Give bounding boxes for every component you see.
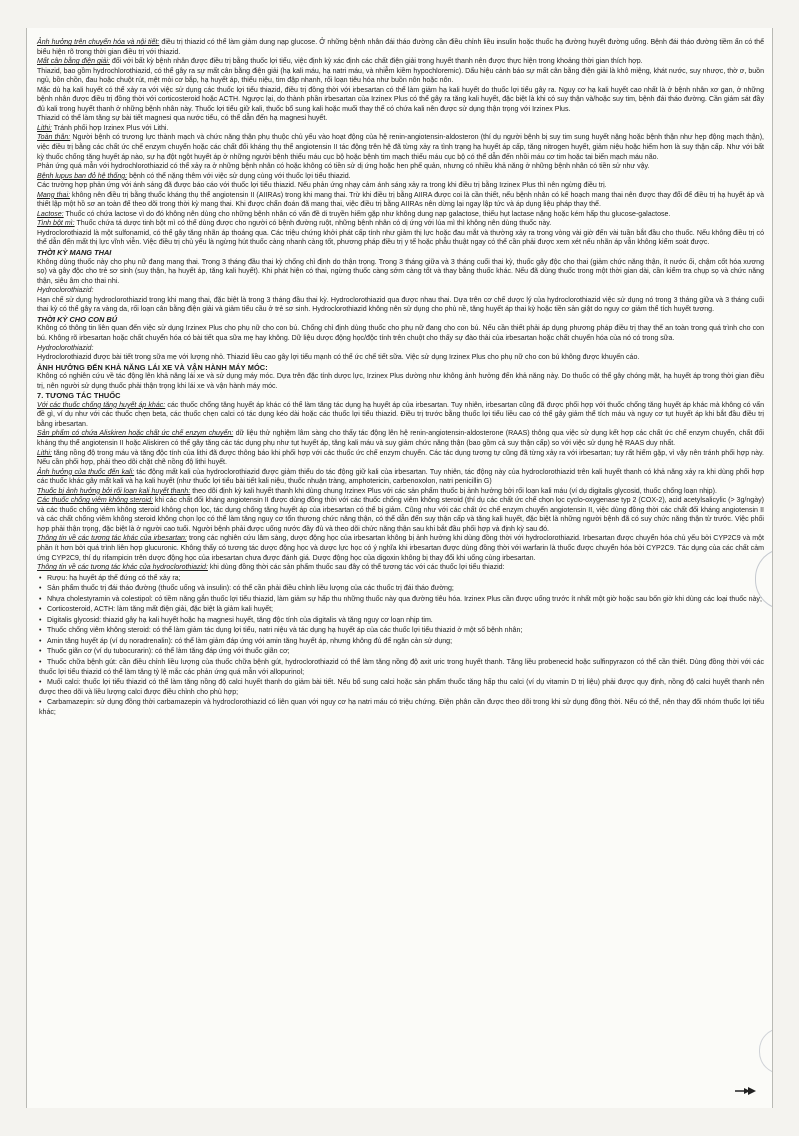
para-pregnancy: Không dùng thuốc này cho phụ nữ đang mang thai. Trong 3 tháng đầu thai kỳ chống chỉ định do thận trọng. Trong 3 tháng giữa và 3 tháng cuối thai kỳ, thuốc gây độc cho thai (giảm chức năng thận, ít nước ối, chậm cốt hóa xương sọ) và gây độc cho trẻ sơ sinh (suy thận, hạ huyết áp, tăng kali huyết). Khi phát hiện có thai, ngừng thuốc càng sớm càng tốt và thay bằng thuốc khác. Nếu đã dùng thuốc trong một thời gian dài, cần kiểm tra chụp sọ và chức năng thận, siêu âm cho thai nhi. [37,258,764,285]
para-lead: Mất cân bằng điện giải: [37,58,110,66]
list-item-text: Thuốc chống viêm không steroid: có thể làm giảm tác dụng lợi tiểu, natri niệu và tác dụng hạ huyết áp của các thuốc lợi tiểu thiazid ở một số bệnh nhân; [47,627,523,635]
para-electrolyte [37,57,764,67]
para-lead: Lithi: [37,124,52,132]
para-text: điều trị thiazid có thể làm giảm dung nạp glucose. Ở những bệnh nhân đái tháo đường cần điều chỉnh liều insulin hoặc thuốc hạ đường huyết đường uống. Bệnh đái tháo đường tiềm ẩn có thể biểu hiện rõ trong thời gian điều trị với thiazid. [37,39,764,56]
para-systemic [37,133,764,162]
para-wheat-starch [37,219,764,229]
para-lead: Mang thai: [37,191,70,199]
list-item [37,637,764,647]
para-aliskiren [37,429,764,448]
list-item [37,626,764,636]
para-text: theo dõi định kỳ kali huyết thanh khi dùng chung Irzinex Plus với các sản phẩm thuốc bị ảnh hưởng bởi rối loạn kali máu (ví dụ digitalis glycosid, thuốc chống loạn nhịp). [190,487,717,495]
bullet-icon: • [39,595,42,603]
para-text: Thuốc có chứa lactose vì do đó không nên dùng cho những bệnh nhân có vấn đề di truyền hiếm gặp như không dung nạp galactose, thiếu hụt lactase nặng hoặc kém hấp thu glucose-galactose. [63,210,671,218]
bullet-icon: • [39,637,42,645]
para-pregnancy-warning [37,191,764,210]
bullet-icon: • [39,616,42,624]
para-hypersensitivity: Phản ứng quá mẫn với hydrochlorothiazid có thể xảy ra ở những bệnh nhân có hoặc không có tiền sử dị ứng hoặc hen phế quản, nhưng có nhiều khả năng ở những bệnh nhân có tiền sử như vậy. [37,163,650,171]
para-lead: Sản phẩm có chứa Aliskiren hoặc chất ức chế enzym chuyển: [37,430,234,438]
para-lead: Lactose: [37,210,64,218]
list-item-text: Muối calci: thuốc lợi tiểu thiazid có thể làm tăng nồng độ calci huyết thanh do giảm bài tiết. Nếu bổ sung calci hoặc sản phẩm thuốc tăng hấp thu calci (ví dụ vitamin D trị liệu) phải được quy định, nồng độ calci huyết thanh nên được theo dõi và liều lượng calci được điều chỉnh cho phù hợp; [39,679,764,696]
para-hctz-pregnancy: Hạn chế sử dụng hydroclorothiazid trong khi mang thai, đặc biệt là trong 3 tháng đầu thai kỳ. Hydroclorothiazid qua được nhau thai. Dựa trên cơ chế dược lý của hydroclorothiazid việc sử dụng nó trong 3 tháng giữa và 3 tháng cuối thai kỳ có thể gây ra vàng da, rối loạn cân bằng điện giải và giảm tiểu cầu ở trẻ sơ sinh. Hydroclorothiazid không nên sử dụng cho phù nề, tăng huyết áp thai kỳ hoặc tiền sản giật do nguy cơ giảm thể tích huyết tương. [37,296,764,314]
para-lead: Các thuốc chống viêm không steroid: [37,497,153,505]
para-metabolic [37,38,764,57]
stamp-mark-small [759,1028,773,1074]
para-text: trong các nghiên cứu lâm sàng, dược động học của irbesartan không bị ảnh hưởng khi dùng đồng thời với hydroclorothiazid. Irbesartan được chuyển hóa chủ yếu bởi CYP2C9 và một phần ít hơn bởi quá trình liên hợp glucuronic. Không thấy có tương tác dược động học và dược lực học có ý nghĩa khi irbesartan được dùng đồng thời với warfarin là thuốc được chuyển hóa bởi CYP2C9. Tác dụng của các chất cảm ứng CYP2C9, thí dụ rifampicin trên dược động học của irbesartan chưa được đánh giá. Dược động học của digoxin không bị thay đổi khi uống cùng irbesartan. [37,535,765,562]
para-thiazid: Thiazid, bao gồm hydrochlorothiazid, có thể gây ra sự mất cân bằng điện giải (hạ kali máu, hạ natri máu, và nhiễm kiềm hypochloremic). Dấu hiệu cảnh báo sự mất cân bằng điện giải là khô miệng, khát nước, suy nhược, thờ ơ, buồn ngủ, bồn chồn, đau hoặc chuột rút, mệt mỏi cơ bắp, hạ huyết áp, thiểu niệu, tim đập nhanh, rối loạn tiêu hóa như buồn nôn hoặc nôn. [37,67,764,85]
label-hctz: Hydroclorothiazid: [37,287,94,295]
para-lead: Với các thuốc chống tăng huyết áp khác: [37,401,166,409]
list-item [37,616,764,626]
list-item [37,647,764,657]
list-item-text: Sản phẩm thuốc trị đái tháo đường (thuốc uống và insulin): có thể cần phải điều chỉnh liều lượng của các thuốc trị đái tháo đường; [47,585,454,593]
list-item [37,584,764,594]
para-irbesartan-other [37,534,764,563]
para-text: dữ liệu thử nghiệm lâm sàng cho thấy tác động lên hệ renin-angiotensin-aldosterone (RAAS) thông qua việc sử dụng kết hợp các chất ức chế enzym chuyển, chất đối kháng thụ thể angiotensin II hoặc Aliskiren có thể gây tăng các tác dụng phụ như tụt huyết áp, tăng kali máu và suy giảm chức năng thận (bao gồm cả suy thận cấp) so với việc sử dụng hệ RAAS duy nhất. [37,430,764,447]
para-text: khi dùng đồng thời các sản phẩm thuốc sau đây có thể tương tác với các thuốc lợi tiểu thiazid: [207,564,505,572]
para-text: Người bệnh có trương lực thành mạch và chức năng thận phụ thuộc chủ yếu vào hoạt động của hệ renin-angiotensin-aldosteron (thí dụ người bệnh bị suy tim sung huyết nặng hoặc bệnh thận như hẹp động mạch thận), việc điều trị bằng các chất ức chế enzym chuyển hoặc các chất đối kháng thụ thể angiotensin II tác động trên hệ đã từng xảy ra tình trạng hạ huyết áp cấp, tăng nitrogen huyết, giảm niệu hoặc hiếm hơn là suy thận cấp. Như với bất kỳ thuốc chống tăng huyết áp nào, sự hạ đột ngột huyết áp ở những người bệnh thiếu máu cục bộ hoặc bệnh tim mạch thiếu máu cục bộ có thể dẫn đến nhồi máu cơ tim hoặc tai biến mạch máu não. [37,134,764,161]
para-lead: Ảnh hưởng trên chuyển hóa và nội tiết: [37,39,160,46]
para-lactation: Không có thông tin liên quan đến việc sử dụng Irzinex Plus cho phụ nữ cho con bú. Chống chỉ định dùng thuốc cho phụ nữ đang cho con bú. Nếu cần thiết phải áp dụng phương pháp điều trị thay thế an toàn trong quá trình cho con bú. Không rõ irbesartan hoặc chất chuyển hóa có bài tiết qua sữa mẹ hay không. Dữ liệu dược động học/độc tính trên chuột cho thấy sự đào thải của irbesartan hoặc chất chuyển hóa của nó có trong sữa. [37,325,764,342]
heading-pregnancy: THỜI KỲ MANG THAI [37,248,112,258]
list-item-text: Carbamazepin: sử dụng đồng thời carbamazepin và hydroclorothiazid có liên quan với nguy cơ hạ natri máu có triệu chứng. Điện phân cần được theo dõi trong khi sử dụng đồng thời. Nếu có thể, nên thay đổi nhóm thuốc lợi tiểu khác; [39,699,764,716]
para-text: các thuốc chống tăng huyết áp khác có thể làm tăng tác dụng hạ huyết áp của irbesartan. Tuy nhiên, irbesartan cũng đã được phối hợp với thuốc chống tăng huyết áp khác mà không có vấn đề gì, ví dụ như với các thuốc chẹn beta, các thuốc chẹn calci có tác dụng kéo dài hoặc các thuốc lợi tiểu thiazid. Điều trị trước bằng thuốc lợi tiểu liều cao có thể gây giảm thể tích máu và nguy cơ tụt huyết áp khi bắt đầu điều trị bằng irbesartan. [37,401,764,428]
para-lead: Ảnh hưởng của thuốc đến kali: [37,468,135,476]
list-item-text: Amin tăng huyết áp (ví dụ noradrenalin): có thể làm giảm đáp ứng với amin tăng huyết áp, nhưng không đủ để ngăn cản sử dụng; [47,637,453,645]
para-lead: Thuốc bị ảnh hưởng bởi rối loạn kali huyết thanh: [37,487,191,495]
heading-interactions: 7. TƯƠNG TÁC THUỐC [37,391,121,401]
bullet-icon: • [39,627,42,635]
list-item [37,595,764,605]
para-magnesium: Thiazid có thể làm tăng sự bài tiết magnesi qua nước tiểu, có thể dẫn đến hạ magnesi huyết. [37,115,328,123]
para-lithi-interaction [37,449,764,468]
para-text: Tránh phối hợp Irzinex Plus với Lithi. [51,124,169,132]
para-hctz-other [37,563,764,573]
para-lead: Lithi: [37,449,52,457]
bullet-icon: • [39,659,42,666]
para-lead: Thông tin về các tương tác khác của hydroclorothiazid: [37,564,208,572]
heading-driving: ẢNH HƯỞNG ĐẾN KHẢ NĂNG LÁI XE VÀ VẬN HÀNH MÁY MÓC: [37,362,268,372]
para-lactose [37,210,764,220]
arrow-right-icon [734,1086,758,1096]
document-body [27,28,772,717]
label-hctz: Hydroclorothiazid: [37,344,94,352]
list-item [37,574,764,584]
list-item [37,605,764,615]
para-lupus [37,172,764,182]
para-nsaids [37,496,764,534]
list-item-text: Rượu: hạ huyết áp thế đứng có thể xảy ra; [47,574,181,582]
list-item [37,678,764,697]
bullet-icon: • [39,606,42,614]
bullet-icon: • [39,585,42,593]
para-text: không nên điều trị bằng thuốc kháng thụ thể angiotensin II (AIIRAs) trong khi mang thai. Trừ khi điều trị bằng AIIRA được coi là cần thiết, nếu bệnh nhân có kế hoạch mang thai nên được thay đổi để điều trị hạ huyết áp và thiết lập một hồ sơ an toàn để theo dõi trong thời kỳ mang thai. Khi được chẩn đoán đã mang thai, việc điều trị bằng AIIRAs nên dừng lại ngay lập tức và áp dụng liệu pháp thay thế. [37,191,764,209]
document-page [26,28,773,1108]
list-item [37,698,764,717]
para-text: tác động mất kali của hydroclorothiazid được giảm thiểu do tác động giữ kali của irbesartan. Tuy nhiên, tác động này của hydroclorothiazid trên kali huyết thanh có khả năng xảy ra khi dùng phối hợp các thuốc khác gây mất kali và hạ kali huyết (như thuốc lợi tiểu bài tiết kali niệu, thuốc nhuận tràng, amphotericin, carbenoxolon, natri penicillin G) [37,468,764,486]
para-hctz-lactation: Hydroclorothiazid được bài tiết trong sữa mẹ với lượng nhỏ. Thiazid liều cao gây lợi tiểu mạnh có thể ức chế tiết sữa. Việc sử dụng Irzinex Plus cho phụ nữ cho con bú không được khuyến cáo. [37,354,640,362]
para-potassium [37,468,764,487]
list-item [37,658,764,677]
para-text: tăng nồng độ trong máu và tăng độc tính của lithi đã được thông báo khi phối hợp với các thuốc ức chế enzym chuyển. Các tác dụng tương tự cũng đã từng xảy ra với irbesartan; tuy rất hiếm gặp, vì vậy nên tránh phối hợp này. Nếu cần phối hợp, phải theo dõi chặt chẽ nồng độ lithi huyết. [37,449,764,467]
para-antihypertensives [37,401,764,430]
bullet-icon: • [39,699,42,707]
para-lead: Toàn thân: [37,134,71,142]
para-photosensitivity: Các trường hợp phản ứng với ánh sáng đã được báo cáo với thuốc lợi tiểu thiazid. Nếu phản ứng nhạy cảm ánh sáng xảy ra trong khi điều trị bằng Irzinex Plus thì nên ngừng điều trị. [37,182,607,190]
para-text: bệnh có thể nặng thêm với việc sử dụng cùng với thuốc lợi tiểu thiazid. [127,172,351,180]
para-lithi [37,124,764,134]
list-item-text: Corticosteroid, ACTH: làm tăng mất điện giải, đặc biệt là giảm kali huyết; [47,606,273,614]
para-lead: Tình bột mì: [37,220,75,228]
bullet-icon: • [39,648,42,656]
list-item-text: Thuốc chữa bệnh gút: cần điều chỉnh liều lượng của thuốc chữa bệnh gút, hydroclorothiazid có thể làm tăng nồng độ axit uric trong huyết thanh. Tăng liều probenecid hoặc sulfinpyrazon có thể cần thiết. Dùng đồng thời với các thuốc lợi tiểu thiazid có thể làm tăng tỷ lệ mắc các phản ứng quá mẫn với allopurinol; [39,659,764,676]
list-item-text: Nhựa cholestyramin và colestipol: có tiềm năng gắn thuốc lợi tiểu thiazid, làm giảm sự hấp thu những thuốc này qua đường tiêu hóa. Irzinex Plus cần được uống trước ít nhất một giờ hoặc sau bốn giờ khi dùng các loại thuốc này; [47,595,762,603]
para-lead: Bệnh lupus ban đỏ hệ thống: [37,172,128,180]
para-driving: Không có nghiên cứu về tác động lên khả năng lái xe và sử dụng máy móc. Dựa trên đặc tính dược lực, Irzinex Plus dường như không ảnh hưởng đến khả năng này. Do thuốc có thể gây chóng mặt, hạ huyết áp trong thời gian điều trị, nên người sử dụng thuốc phải thận trọng khi lái xe và vận hành máy móc. [37,373,764,390]
list-item-text: Thuốc giãn cơ (ví dụ tubocurarin): có thể làm tăng đáp ứng với thuốc giãn cơ; [47,648,290,656]
para-text: đối với bất kỳ bệnh nhân được điều trị bằng thuốc lợi tiểu, việc định kỳ xác định các chất điện giải trong huyết thanh nên được thực hiện trong khoảng thời gian thích hợp. [109,58,643,66]
list-item-text: Digitalis glycosid: thiazid gây hạ kali huyết hoặc hạ magnesi huyết, tăng độc tính của digitalis và tăng nguy cơ loạn nhịp tim. [47,616,433,624]
bullet-icon: • [39,679,42,687]
heading-lactation: THỜI KỲ CHO CON BÚ [37,314,118,324]
para-lead: Thông tin về các tương tác khác của irbesartan: [37,535,187,543]
para-glaucoma: Hydroclorothiazid là một sulfonamid, có thể gây tăng nhãn áp thoáng qua. Các triệu chứng khởi phát cấp tính như giảm thị lực hoặc đau mắt và thường xảy ra trong vòng vài giờ đến vài tuần bắt đầu cho thuốc. Nếu không điều trị có thể dẫn đến mất thị lực vĩnh viễn. Việc điều trị chủ yếu là ngừng hút thuốc càng nhanh càng tốt, phương pháp điều trị y tế hoặc phẫu thuật ngay có thể cần phải được xem xét nếu nhãn áp vẫn không kiểm soát được. [37,229,764,247]
para-potassium-affected [37,487,764,497]
para-text: khi các chất đối kháng angiotensin II được dùng đồng thời với các thuốc chống viêm không steroid (thí dụ các chất ức chế chọn lọc cyclo-oxygenase typ 2 (COX-2), acid acetylsalicylic (> 3g/ngày) và các thuốc chống viêm không steroid không chọn lọc, tác dụng chống tăng huyết áp của irbesartan có thể bị giảm. Cũng như với các chất ức chế enzym chuyển angiotensin II, việc dùng đồng thời các chất đối kháng angiotensin II và các chất chống viêm không steroid không chọn lọc có thể làm tăng nguy cơ tổn thương chức năng thận, có thể dẫn đến suy thận cấp và tăng kali huyết, đặc biệt là những người bệnh đã có suy chức năng thận từ trước. Việc phối hợp phải thận trọng, đặc biệt là ở người cao tuổi. Người bệnh phải được uống nước đầy đủ và theo dõi chức năng thận sau khi bắt đầu phối hợp và định kỳ sau đó. [37,497,764,533]
bullet-icon: • [39,574,42,582]
para-text: Thuốc chứa tá dược tinh bột mì có thể dùng được cho người có bệnh đường ruột, những bệnh nhân có dị ứng với lúa mì thì không nên dùng thuốc này. [74,220,552,228]
para-hypokalemia: Mặc dù hạ kali huyết có thể xảy ra với việc sử dụng các thuốc lợi tiểu thiazid, điều trị đồng thời với irbesartan có thể làm giảm hạ kali huyết do thuốc lợi tiểu gây ra. Nguy cơ hạ kali huyết cao nhất là ở bệnh nhân xơ gan, ở những bệnh nhân được điều trị đồng thời với corticosteroid hoặc ACTH. Ngược lại, do thành phần irbesartan của Irzinex Plus có thể gây ra tăng kali huyết, đặc biệt là khi có suy thận và/hoặc suy tim, bệnh đái tháo đường. Cần giám sát đầy đủ kali trong huyết thanh ở những bệnh nhân này. Thuốc lợi tiểu giữ kali, thuốc bổ sung kali hoặc muối thay thế có chứa kali nên được sử dụng thận trọng với Irzinex Plus. [37,86,764,113]
